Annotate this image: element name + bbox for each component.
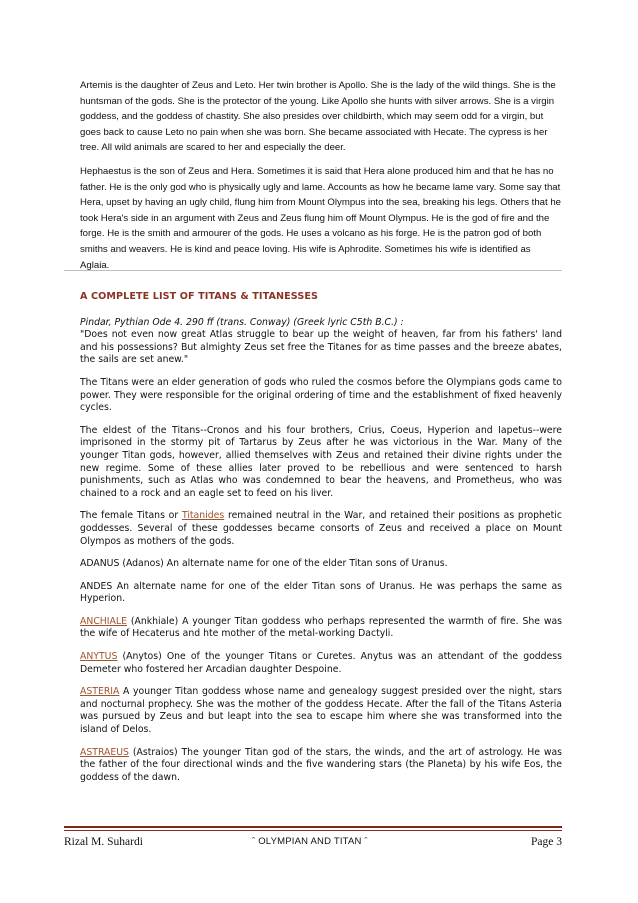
anchiale-text: (Ankhiale) A younger Titan goddess who perhaps represented the warmth of fire. She was the wife of Hecaterus and hte mother of the metal-working Dactyli. bbox=[80, 615, 562, 640]
asteria-text: A younger Titan goddess whose name and genealogy suggest presided over the night, stars and nocturnal prophecy. She was the mother of the goddess Hecate. After the fall of the Titans Asteria was pursued by Zeus and but leapt into the sea to escape him where she was transformed into the island of Delos. bbox=[80, 686, 562, 736]
titanides-link[interactable]: Titanides bbox=[181, 510, 225, 522]
citation-paragraph bbox=[80, 317, 562, 367]
entry-anchiale bbox=[80, 616, 562, 641]
eldest-titans-paragraph: The eldest of the Titans--Cronos and his four brothers, Crius, Coeus, Hyperion and Iapetus--were imprisoned in the stormy pit of Tartarus by Zeus after he was victorious in the War. Many of the younger Titan gods, however, allied themselves with Zeus and retained their divine rights under the new regime. Some of these allies later proved to be rebellious and were sentenced to harsh punishments, such as Atlas who was condemned to bear the heavens, and Prometheus, who was chained to a rock and an eagle set to feed on his liver. bbox=[80, 424, 562, 499]
gods-description-block bbox=[80, 78, 562, 281]
footer-rule-thin bbox=[64, 830, 562, 831]
elder-generation-paragraph: The Titans were an elder generation of gods who ruled the cosmos before the Olympians gods came to power. They were responsible for the original ordering of time and the establishment of fixed heavenly cycles. bbox=[80, 376, 562, 414]
female-titans-text-end: remained neutral in the War, and retained their positions as prophetic goddesses. Several of these goddesses became consorts of Zeus and received a place on Mount Olympos as mothers of the gods. bbox=[80, 510, 562, 547]
artemis-paragraph: Artemis is the daughter of Zeus and Leto. Her twin brother is Apollo. She is the lady of the wild things. She is the huntsman of the gods. She is the protector of the young. Like Apollo she hunts with silver arrows. She is a virgin goddess, and the goddess of chastity. She also presides over childbirth, which may seem odd for a virgin, but goes back to cause Leto no pain when she was born. She became associated with Hecate. The cypress is her tree. All wild animals are scared to her and especially the deer. bbox=[80, 80, 556, 154]
section-heading: A COMPLETE LIST OF TITANS & TITANESSES bbox=[80, 291, 319, 302]
citation: Pindar, Pythian Ode 4. 290 ff (trans. Conway) (Greek lyric C5th B.C.) : bbox=[80, 316, 404, 328]
anchiale-link[interactable]: ANCHIALE bbox=[80, 615, 127, 627]
entry-asteria bbox=[80, 686, 562, 736]
entry-astraeus bbox=[80, 747, 562, 785]
page-footer bbox=[64, 836, 562, 852]
quote: "Does not even now great Atlas struggle to bear up the weight of heaven, far from his fathers' land and his possessions? But almighty Zeus set free the Titanes for as time passes and the breeze abates, the sails are set anew." bbox=[80, 329, 562, 366]
female-titans-paragraph bbox=[80, 510, 562, 548]
female-titans-text-start: The female Titans or bbox=[80, 510, 182, 522]
anytus-text: (Anytos) One of the younger Titans or Curetes. Anytus was an attendant of the goddess Demeter who fostered her Arcadian daughter Despoine. bbox=[80, 651, 562, 675]
anytus-link[interactable]: ANYTUS bbox=[80, 651, 118, 663]
entry-andes: ANDES An alternate name for one of the elder Titan sons of Uranus. He was perhaps the same as Hyperion. bbox=[80, 580, 562, 605]
hephaestus-paragraph: Hephaestus is the son of Zeus and Hera. Sometimes it is said that Hera alone produced him and that he has no father. He is the only god who is physically ugly and lame. Accounts as how he became lame vary. Some say that Hera, upset by having an ugly child, flung him from Mount Olympus into the sea, breaking his legs. Others that he took Hera's side in an argument with Zeus and Zeus flung him off Mount Olympus. He is the god of fire and the forge. He is the smith and armourer of the gods. He uses a volcano as his forge. He is the patron god of both smiths and weavers. He is kind and peace loving. His wife is Aphrodite. Sometimes his wife is identified as Aglaia. bbox=[80, 165, 562, 271]
astraeus-link[interactable]: ASTRAEUS bbox=[80, 746, 129, 758]
footer-author: Rizal M. Suhardi bbox=[64, 836, 143, 848]
asteria-link[interactable]: ASTERIA bbox=[80, 686, 120, 698]
titans-section bbox=[80, 291, 562, 794]
footer-page-number: Page 3 bbox=[531, 836, 562, 848]
astraeus-text: (Astraios) The younger Titan god of the stars, the winds, and the art of astrology. He was the father of the four directional winds and the five wandering stars (the Planeta) by his wife Eos, the goddess of the dawn. bbox=[80, 746, 562, 783]
footer-rule-thick bbox=[64, 826, 562, 828]
entry-adanus: ADANUS (Adanos) An alternate name for one of the elder Titan sons of Uranus. bbox=[80, 558, 448, 570]
section-divider bbox=[64, 270, 562, 271]
entry-anytus bbox=[80, 651, 562, 676]
footer-title: ˆ OLYMPIAN AND TITAN ˆ bbox=[252, 836, 368, 847]
